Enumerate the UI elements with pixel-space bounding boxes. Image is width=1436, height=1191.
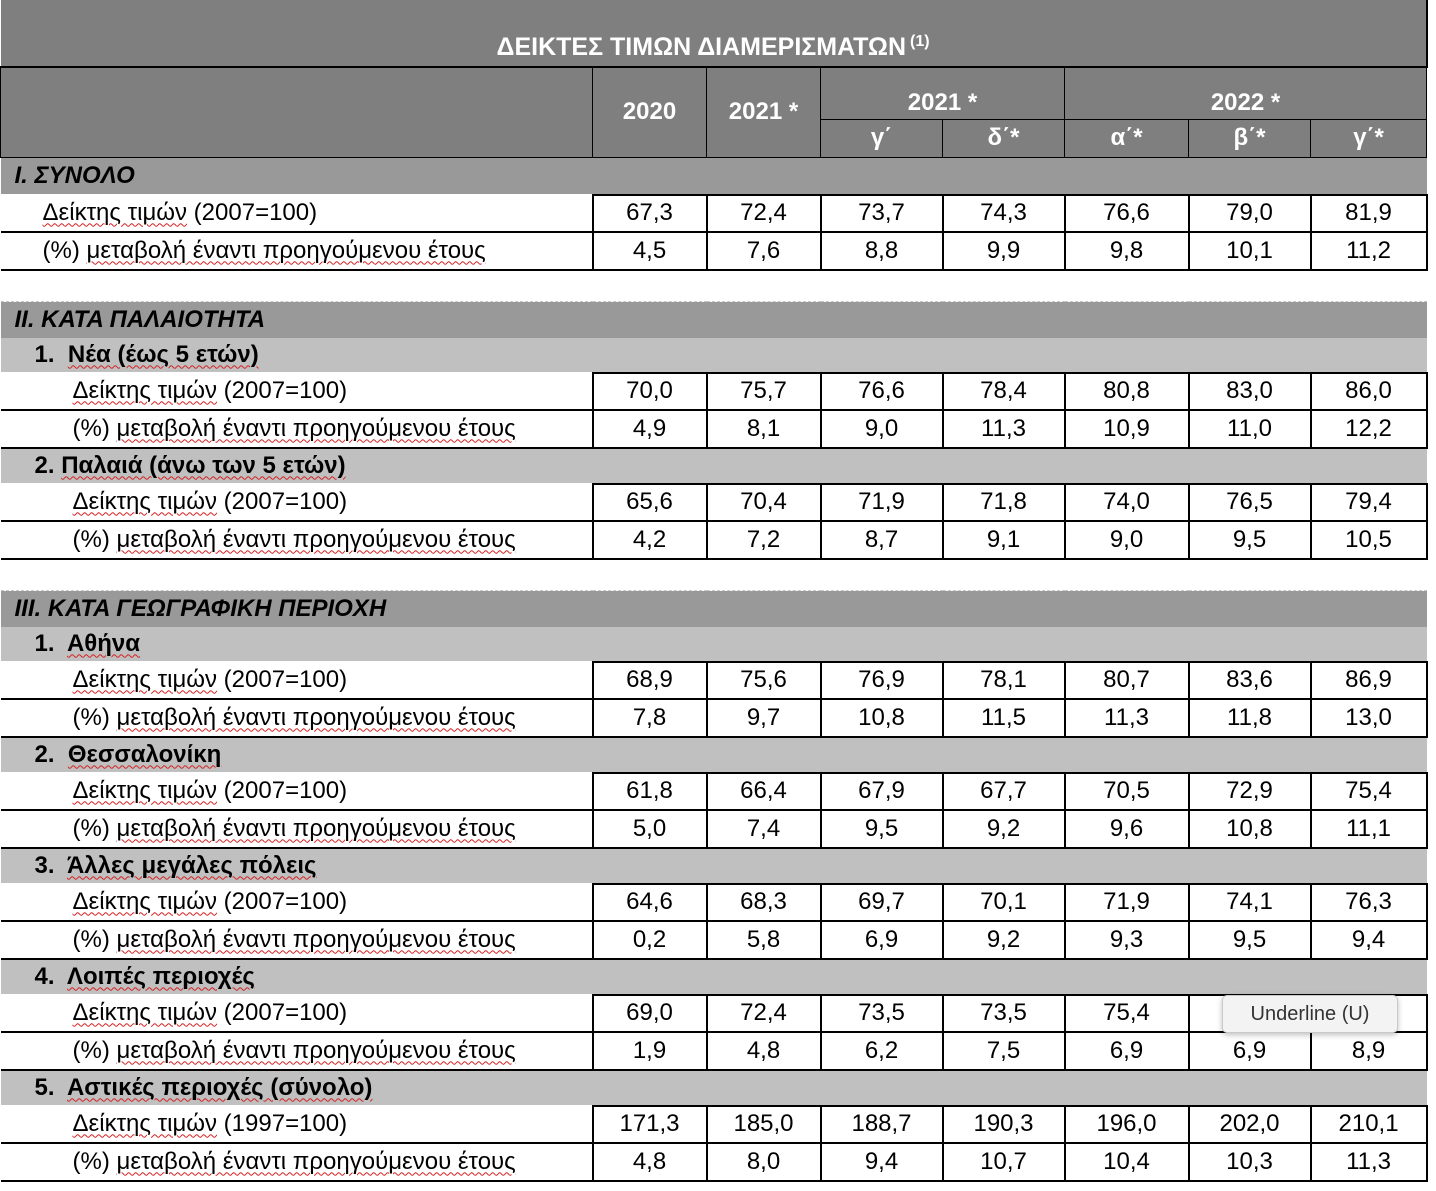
row-label[interactable] [1,1106,593,1143]
table-row [1,484,1427,521]
row-label-main: Δείκτης τιμών [72,776,218,804]
header-quarter-2021-q3[interactable]: γ΄ [821,119,943,157]
value-cell[interactable]: 83,0 [1189,373,1311,410]
value-cell[interactable]: 10,9 [1065,410,1189,448]
value-cell[interactable]: 76,6 [821,373,943,410]
row-label-main: Δείκτης τιμών [42,198,188,226]
row-label[interactable] [1,410,593,448]
header-2020[interactable]: 2020 [593,67,707,157]
spacer-row [1,270,1427,302]
value-cell[interactable]: 196,0 [1065,1106,1189,1143]
value-cell[interactable]: 72,4 [707,195,821,232]
value-cell[interactable]: 9,4 [821,1143,943,1181]
row-label[interactable] [1,373,593,410]
value-cell[interactable]: 4,8 [707,1032,821,1070]
value-cell[interactable]: 10,7 [943,1143,1065,1181]
table-row [1,232,1427,270]
value-cell[interactable]: 6,9 [1189,1032,1311,1070]
value-cell[interactable]: 65,6 [593,484,707,521]
subsection-number: 1. [34,629,67,657]
subsection-row [1,959,1427,995]
row-label[interactable] [1,699,593,737]
table-row [1,373,1427,410]
value-cell[interactable]: 74,3 [943,195,1065,232]
row-label-suffix: (2007=100) [217,887,348,915]
header-quarter-2022-q1[interactable]: α΄* [1065,119,1189,157]
row-label-main: μεταβολή έναντι προηγούμενου έτους [116,703,516,731]
value-cell[interactable]: 79,4 [1311,484,1427,521]
row-label-main: Δείκτης τιμών [72,376,218,404]
value-cell[interactable]: 9,2 [943,921,1065,959]
row-label-main: μεταβολή έναντι προηγούμενου έτους [116,414,516,442]
row-label-prefix: (%) [72,1036,117,1064]
row-label-suffix: (2007=100) [217,665,348,693]
value-cell[interactable]: 71,8 [943,484,1065,521]
value-cell[interactable]: 73,5 [943,995,1065,1032]
subsection-title[interactable] [1,338,1427,373]
value-cell[interactable]: 6,9 [821,921,943,959]
header-2022-quarters[interactable]: 2022 * [1065,67,1427,119]
row-label[interactable] [1,1143,593,1181]
value-cell[interactable]: 83,6 [1189,662,1311,699]
subsection-number: 3. [34,851,67,879]
subsection-title[interactable] [1,737,1427,773]
row-label[interactable] [1,884,593,921]
subsection-name: Παλαιά (άνω των 5 ετών) [61,451,346,479]
row-label-main: μεταβολή έναντι προηγούμενου έτους [116,1147,516,1175]
value-cell[interactable]: 10,3 [1189,1143,1311,1181]
value-cell[interactable]: 0,2 [593,921,707,959]
value-cell[interactable]: 7,6 [707,232,821,270]
value-cell[interactable]: 70,4 [707,484,821,521]
value-cell[interactable]: 79,0 [1189,195,1311,232]
value-cell[interactable]: 74,1 [1189,884,1311,921]
value-cell[interactable]: 75,4 [1311,773,1427,810]
header-quarter-2022-q2[interactable]: β΄* [1189,119,1311,157]
empty-cell[interactable] [1,559,1427,591]
row-label[interactable] [1,921,593,959]
value-cell[interactable]: 75,4 [1065,995,1189,1032]
table-row [1,1106,1427,1143]
row-label-prefix: (%) [72,414,117,442]
section-title[interactable]: I. ΣΥΝΟΛΟ [1,157,1427,195]
value-cell[interactable]: 76,9 [821,662,943,699]
row-label[interactable] [1,484,593,521]
value-cell[interactable]: 190,3 [943,1106,1065,1143]
row-label-prefix: (%) [72,703,117,731]
underline-tooltip: Underline (U) [1222,995,1398,1033]
value-cell[interactable]: 73,7 [821,195,943,232]
subsection-row [1,1070,1427,1106]
value-cell[interactable]: 4,5 [593,232,707,270]
table-row [1,699,1427,737]
value-cell[interactable]: 9,3 [1065,921,1189,959]
value-cell[interactable]: 202,0 [1189,1106,1311,1143]
row-label[interactable] [1,232,593,270]
value-cell[interactable]: 12,2 [1311,410,1427,448]
value-cell[interactable]: 10,8 [821,699,943,737]
value-cell[interactable]: 11,3 [1065,699,1189,737]
value-cell[interactable]: 80,7 [1065,662,1189,699]
value-cell[interactable]: 71,9 [821,484,943,521]
table-row [1,1143,1427,1181]
value-cell[interactable]: 6,9 [1065,1032,1189,1070]
subsection-row [1,338,1427,373]
row-label-main: μεταβολή έναντι προηγούμενου έτους [116,525,516,553]
section-row [1,590,1427,627]
value-cell[interactable]: 10,4 [1065,1143,1189,1181]
value-cell[interactable]: 10,8 [1189,810,1311,848]
subsection-title[interactable] [1,448,1427,484]
section-row [1,157,1427,195]
value-cell[interactable]: 210,1 [1311,1106,1427,1143]
subsection-number: 2. [34,451,62,479]
value-cell[interactable]: 171,3 [593,1106,707,1143]
subsection-title[interactable] [1,848,1427,884]
header-quarter-2021-q4[interactable]: δ΄* [943,119,1065,157]
value-cell[interactable]: 78,4 [943,373,1065,410]
row-label-prefix: (%) [72,814,117,842]
value-cell[interactable]: 76,5 [1189,484,1311,521]
row-label-suffix: (2007=100) [217,487,348,515]
subsection-number: 4. [34,962,67,990]
value-cell[interactable]: 10,1 [1189,232,1311,270]
value-cell[interactable]: 9,5 [1189,521,1311,559]
row-label[interactable] [1,810,593,848]
title-footnote: (1) [910,33,930,50]
value-cell[interactable]: 86,9 [1311,662,1427,699]
value-cell[interactable]: 66,4 [707,773,821,810]
table-row [1,410,1427,448]
subsection-name: Λοιπές περιοχές [66,962,255,990]
subsection-row [1,848,1427,884]
row-label[interactable] [1,773,593,810]
header-2021-quarters[interactable]: 2021 * [821,67,1065,119]
table-row [1,884,1427,921]
value-cell[interactable]: 7,8 [593,699,707,737]
value-cell[interactable]: 76,3 [1311,884,1427,921]
subsection-name: Θεσσαλονίκη [67,740,222,768]
value-cell[interactable]: 11,3 [1311,1143,1427,1181]
table-row [1,995,1427,1032]
value-cell[interactable]: 73,5 [821,995,943,1032]
row-label-main: Δείκτης τιμών [72,998,218,1026]
value-cell[interactable]: 81,9 [1311,195,1427,232]
row-label-prefix: (%) [72,1147,117,1175]
subsection-number: 5. [34,1073,67,1101]
spacer-row [1,559,1427,591]
row-label[interactable] [1,195,593,232]
table-row [1,773,1427,810]
table-row [1,662,1427,699]
value-cell[interactable]: 75,7 [707,373,821,410]
empty-cell[interactable] [1,270,1427,302]
table-row [1,810,1427,848]
value-cell[interactable]: 70,1 [943,884,1065,921]
value-cell[interactable]: 188,7 [821,1106,943,1143]
value-cell[interactable]: 10,5 [1311,521,1427,559]
value-cell[interactable]: 7,4 [707,810,821,848]
value-cell[interactable]: 11,5 [943,699,1065,737]
subsection-row [1,627,1427,662]
subsection-title[interactable] [1,959,1427,995]
table-row [1,195,1427,232]
value-cell[interactable]: 9,4 [1311,921,1427,959]
value-cell[interactable]: 4,8 [593,1143,707,1181]
value-cell[interactable]: 7,2 [707,521,821,559]
row-label[interactable] [1,662,593,699]
value-cell[interactable]: 9,1 [943,521,1065,559]
subsection-name: Αστικές περιοχές (σύνολο) [66,1073,373,1101]
value-cell[interactable]: 9,9 [943,232,1065,270]
value-cell[interactable]: 86,0 [1311,373,1427,410]
value-cell[interactable]: 69,7 [821,884,943,921]
subsection-number: 1. [34,340,68,368]
row-label-suffix: (2007=100) [217,776,348,804]
value-cell[interactable]: 5,0 [593,810,707,848]
value-cell[interactable]: 13,0 [1311,699,1427,737]
value-cell[interactable]: 70,5 [1065,773,1189,810]
value-cell[interactable]: 9,6 [1065,810,1189,848]
subsection-name: Άλλες μεγάλες πόλεις [66,851,317,879]
value-cell[interactable]: 9,2 [943,810,1065,848]
value-cell[interactable]: 68,3 [707,884,821,921]
value-cell[interactable]: 71,9 [1065,884,1189,921]
value-cell[interactable]: 72,4 [707,995,821,1032]
row-label-suffix: (2007=100) [217,376,348,404]
row-label-main: μεταβολή έναντι προηγούμενου έτους [116,814,516,842]
value-cell[interactable]: 70,0 [593,373,707,410]
value-cell[interactable]: 8,0 [707,1143,821,1181]
value-cell[interactable]: 11,2 [1311,232,1427,270]
value-cell[interactable]: 9,0 [1065,521,1189,559]
value-cell[interactable]: 68,9 [593,662,707,699]
value-cell[interactable]: 8,1 [707,410,821,448]
section-row [1,301,1427,338]
subsection-name: Νέα (έως 5 ετών) [67,340,259,368]
subsection-title[interactable] [1,627,1427,662]
value-cell[interactable]: 185,0 [707,1106,821,1143]
row-label-suffix: (2007=100) [217,998,348,1026]
row-label[interactable] [1,521,593,559]
table-title-text: ΔΕΙΚΤΕΣ ΤΙΜΩΝ ΔΙΑΜΕΡΙΣΜΑΤΩΝ [496,33,907,61]
row-label-main: Δείκτης τιμών [72,487,218,515]
value-cell[interactable]: 61,8 [593,773,707,810]
subsection-title[interactable] [1,1070,1427,1106]
row-label[interactable] [1,995,593,1032]
value-cell[interactable]: 9,5 [1189,921,1311,959]
value-cell[interactable]: 67,9 [821,773,943,810]
row-label-prefix: (%) [72,925,117,953]
value-cell[interactable]: 11,0 [1189,410,1311,448]
row-label-suffix: (1997=100) [217,1109,348,1137]
row-label-main: Δείκτης τιμών [72,1109,218,1137]
row-label[interactable] [1,1032,593,1070]
value-cell[interactable]: 11,3 [943,410,1065,448]
value-cell[interactable]: 9,0 [821,410,943,448]
table-row [1,1032,1427,1070]
header-2021-annual[interactable]: 2021 * [707,67,821,157]
value-cell[interactable]: 67,3 [593,195,707,232]
row-label-main: μεταβολή έναντι προηγούμενου έτους [86,236,486,264]
row-label-main: Δείκτης τιμών [72,887,218,915]
value-cell[interactable]: 9,8 [1065,232,1189,270]
value-cell[interactable]: 74,0 [1065,484,1189,521]
value-cell[interactable]: 4,2 [593,521,707,559]
subsection-name: Αθήνα [66,629,141,657]
header-empty-cell[interactable] [1,67,593,157]
value-cell[interactable]: 80,8 [1065,373,1189,410]
value-cell[interactable]: 75,6 [707,662,821,699]
header-quarter-2022-q3[interactable]: γ΄* [1311,119,1427,157]
row-label-main: μεταβολή έναντι προηγούμενου έτους [116,1036,516,1064]
row-label-prefix: (%) [72,525,117,553]
value-cell[interactable]: 4,9 [593,410,707,448]
section-title[interactable]: III. ΚΑΤΑ ΓΕΩΓΡΑΦΙΚΗ ΠΕΡΙΟΧΗ [1,590,1427,627]
table-row [1,921,1427,959]
value-cell[interactable]: 11,1 [1311,810,1427,848]
row-label-suffix: (2007=100) [187,198,318,226]
value-cell[interactable]: 72,9 [1189,773,1311,810]
value-cell[interactable]: 8,9 [1311,1032,1427,1070]
value-cell[interactable]: 8,8 [821,232,943,270]
value-cell[interactable]: 64,6 [593,884,707,921]
value-cell[interactable]: 69,0 [593,995,707,1032]
row-label-main: Δείκτης τιμών [72,665,218,693]
value-cell[interactable]: 7,5 [943,1032,1065,1070]
value-cell[interactable]: 76,6 [1065,195,1189,232]
subsection-row [1,448,1427,484]
row-label-prefix: (%) [42,236,87,264]
value-cell[interactable]: 5,8 [707,921,821,959]
subsection-row [1,737,1427,773]
row-label-main: μεταβολή έναντι προηγούμενου έτους [116,925,516,953]
subsection-number: 2. [34,740,68,768]
value-cell[interactable]: 78,1 [943,662,1065,699]
table-title[interactable] [1,0,1427,67]
value-cell[interactable]: 11,8 [1189,699,1311,737]
value-cell[interactable]: 9,7 [707,699,821,737]
value-cell[interactable]: 9,5 [821,810,943,848]
value-cell[interactable]: 1,9 [593,1032,707,1070]
value-cell[interactable]: 6,2 [821,1032,943,1070]
table-row [1,521,1427,559]
section-title[interactable]: II. ΚΑΤΑ ΠΑΛΑΙΟΤΗΤΑ [1,301,1427,338]
value-cell[interactable]: 8,7 [821,521,943,559]
value-cell[interactable]: 67,7 [943,773,1065,810]
